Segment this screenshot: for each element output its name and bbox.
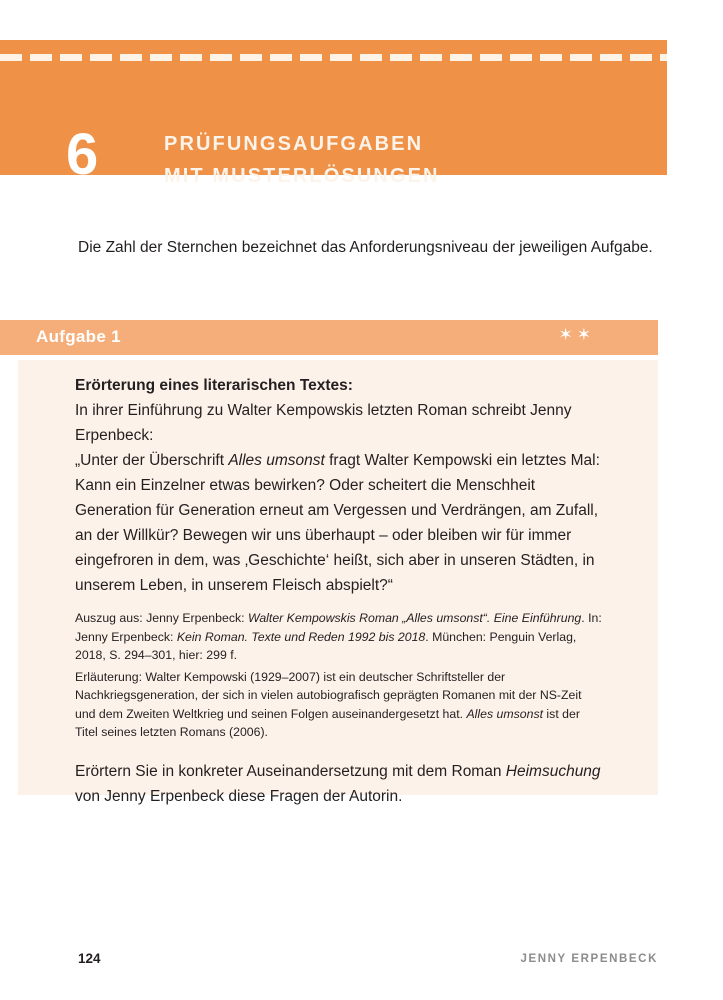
quote-italic-title-1: Alles umsonst (228, 452, 325, 469)
explanation-part-1: Erläuterung: Walter Kempowski (1929–2007) ist ein deutscher Schriftsteller der Nachkriegsgeneration, der sich in vielen autobiografisch geprägten Romanen mit der NS-Zeit und dem Zweiten Weltkrieg und seinen Folgen auseinandergesetzt hat. (75, 669, 582, 721)
task-content-inner (75, 373, 605, 809)
task-heading: Erörterung eines literarischen Textes: (75, 377, 353, 394)
quote-text-part-2: fragt Walter Kempowski ein letztes Mal: Kann ein Einzelner etwas bewirken? Oder scheitert die Menschheit Generation für Generation erneut am Vergessen und Verdrängen, am Zufall, an der Willkür? Bewegen wir uns überhaupt – oder bleiben wir für immer eingefroren in dem, was ‚Geschichte‘ heißt, sich aber in unseren Städten, in unserem Leben, in unserem Fleisch abspielt?“ (75, 452, 600, 594)
quote-text-part-1: „Unter der Überschrift (75, 452, 229, 469)
intro-paragraph: Die Zahl der Sternchen bezeichnet das Anforderungsniveau der jeweiligen Aufgabe. (78, 238, 653, 256)
chapter-title-line-2: MIT MUSTERLÖSUNGEN (164, 165, 440, 187)
task-explanation (75, 668, 605, 742)
source-part-2: . In: Jenny Erpenbeck: (75, 611, 602, 644)
prompt-part-2: von Jenny Erpenbeck diese Fragen der Autorin. (75, 787, 403, 805)
running-title: JENNY ERPENBECK (520, 953, 658, 965)
task-content-block (18, 360, 658, 805)
prompt-italic-title-1: Heimsuchung (505, 762, 601, 780)
chapter-number: 6 (66, 122, 98, 187)
task-label: Aufgabe 1 (36, 327, 121, 346)
source-italic-2: Kein Roman. Texte und Reden 1992 bis 2018 (176, 629, 426, 644)
source-part-1: Auszug aus: Jenny Erpenbeck: (75, 611, 248, 625)
task-quote (75, 448, 605, 598)
task-prompt (75, 759, 605, 809)
explanation-italic-1: Alles umsonst (466, 706, 544, 721)
dashed-rule-decoration (0, 54, 667, 61)
page-number: 124 (78, 951, 101, 966)
task-source-citation (75, 609, 605, 665)
difficulty-stars-icon: ✶✶ (558, 325, 595, 344)
source-part-3: . München: Penguin Verlag, 2018, S. 294–301, hier: 299 f. (75, 629, 577, 662)
explanation-part-2: ist der Titel seines letzten Romans (2006). (75, 706, 580, 739)
chapter-title-line-1: PRÜFUNGSAUFGABEN (164, 133, 424, 155)
task-header-bar (0, 320, 658, 355)
chapter-header-banner (0, 40, 667, 187)
task-lead-in: In ihrer Einführung zu Walter Kempowskis letzten Roman schreibt Jenny Erpenbeck: (75, 402, 572, 444)
chapter-title (164, 128, 440, 192)
prompt-part-1: Erörtern Sie in konkreter Auseinandersetzung mit dem Roman (75, 762, 506, 780)
source-italic-1: Walter Kempowskis Roman „Alles umsonst“. Eine Einführung (247, 611, 582, 625)
